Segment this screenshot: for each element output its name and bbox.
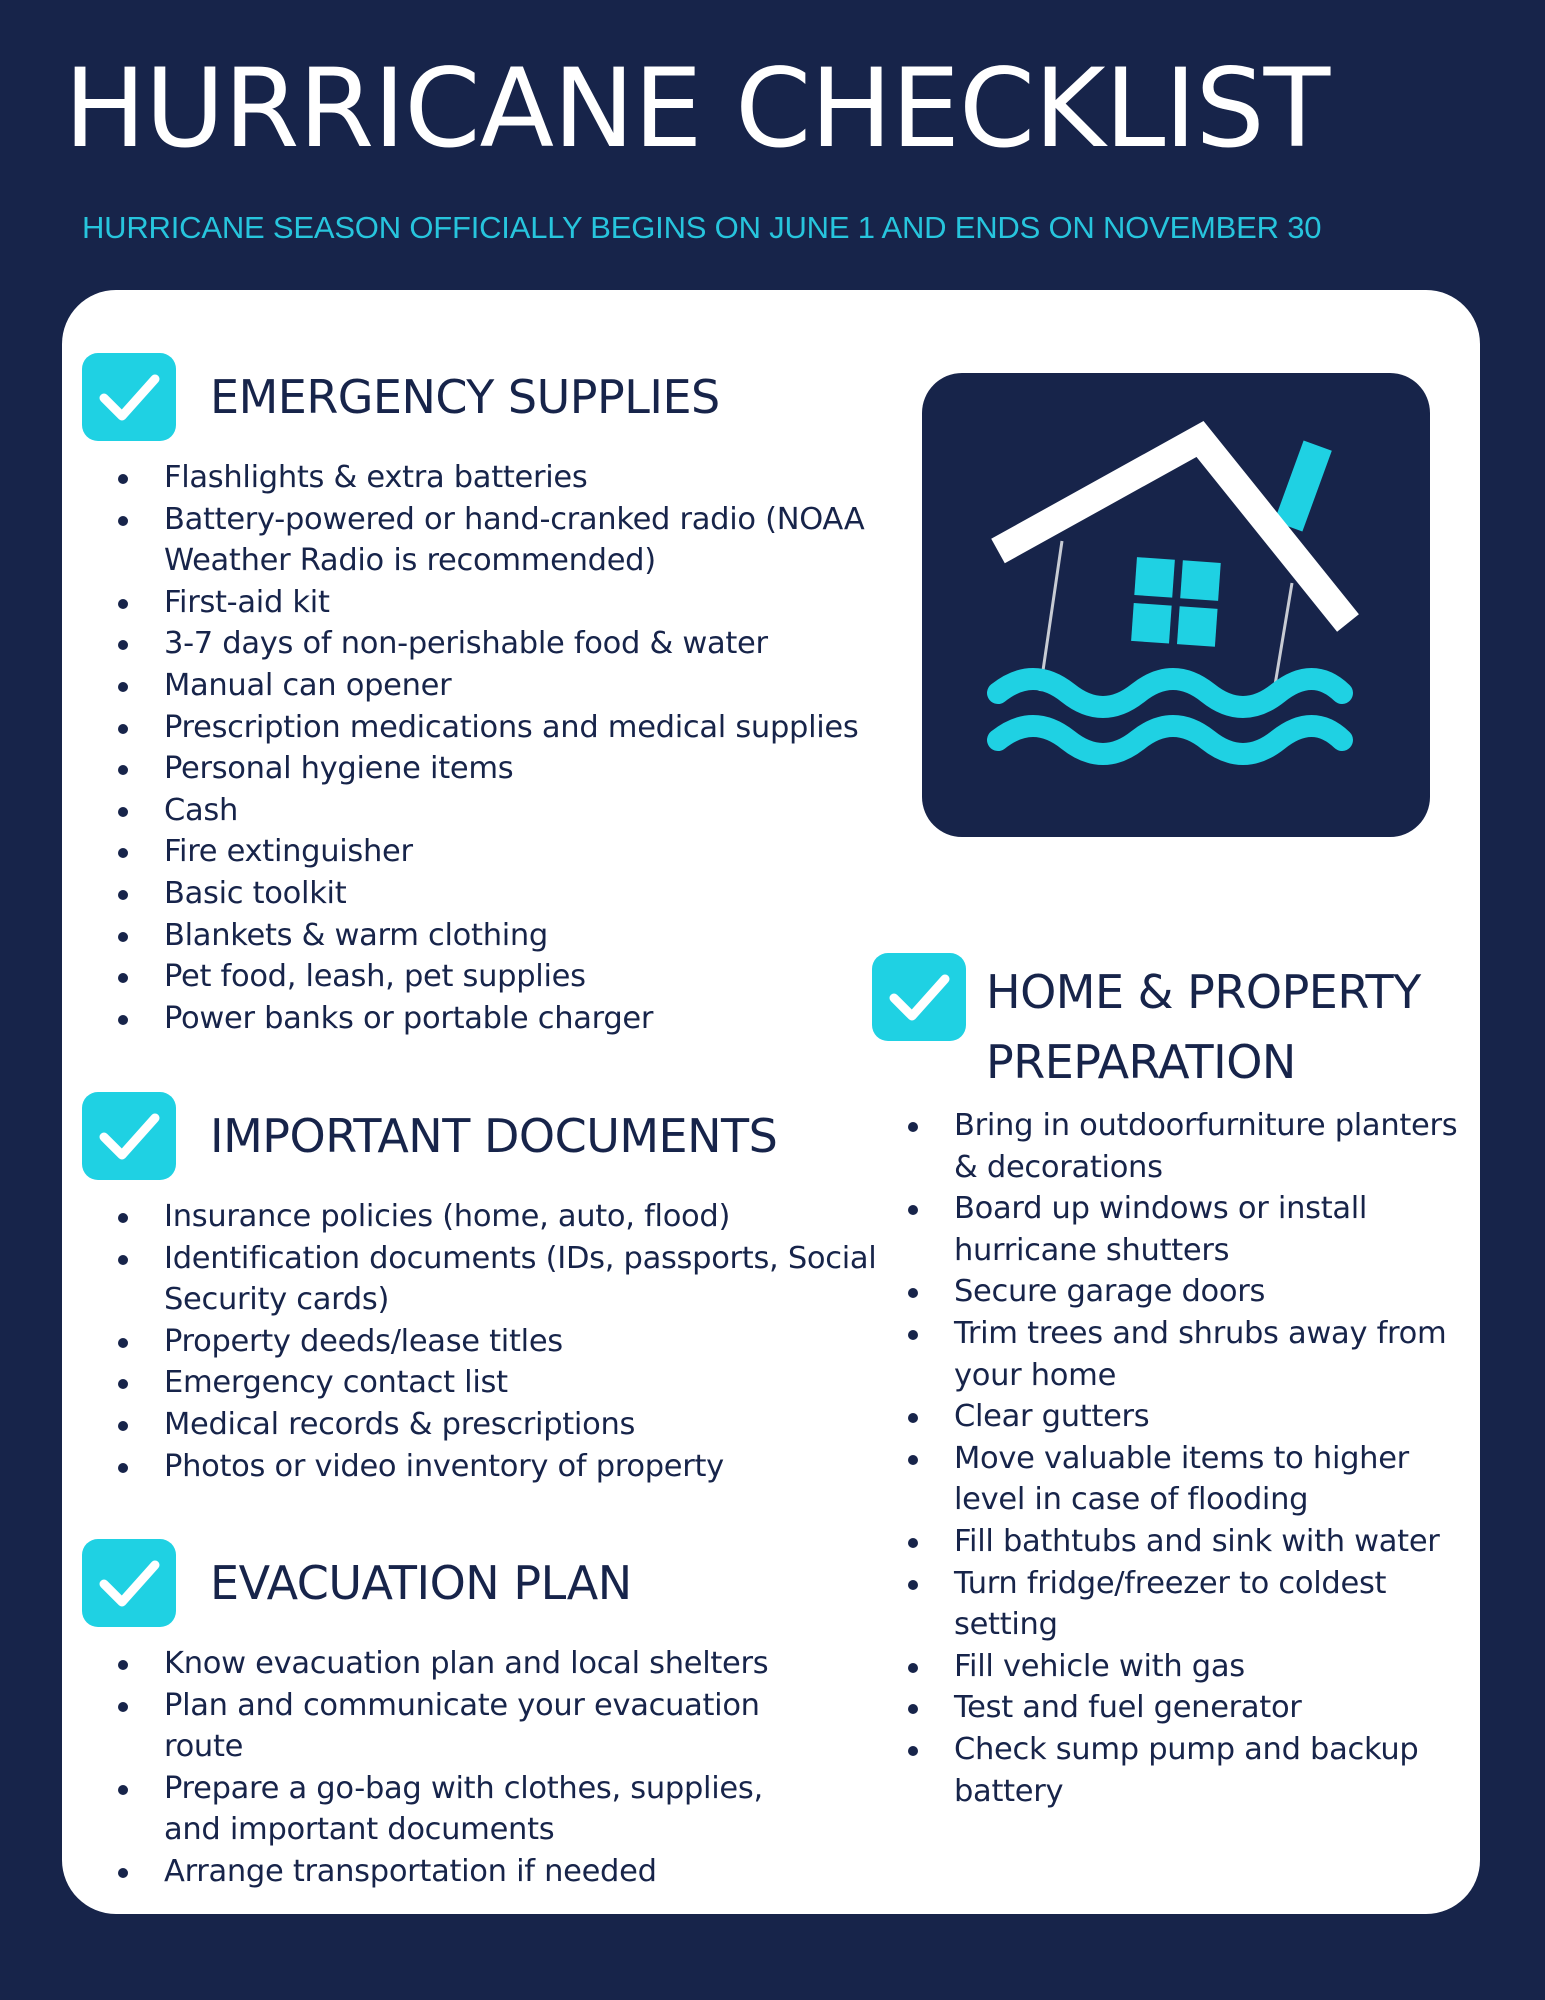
- flooded-house-icon: [922, 373, 1430, 837]
- list-item: Cash: [118, 790, 878, 832]
- section-important-documents: [82, 1092, 882, 1484]
- list-item: Battery-powered or hand-cranked radio (NOAA Weather Radio is recommended): [118, 499, 878, 582]
- list-item: Personal hygiene items: [118, 748, 878, 790]
- list-item: Prepare a go-bag with clothes, supplies, and important documents: [118, 1768, 818, 1851]
- page-title: HURRICANE CHECKLIST: [64, 45, 1330, 172]
- list-item: Arrange transportation if needed: [118, 1851, 818, 1893]
- section-header: [82, 1092, 882, 1182]
- list-item: Clear gutters: [908, 1396, 1468, 1438]
- documents-list: [118, 1196, 878, 1487]
- checkbox-icon: [82, 1539, 176, 1627]
- list-item: Check sump pump and backup battery: [908, 1729, 1468, 1812]
- list-item: Secure garage doors: [908, 1271, 1468, 1313]
- list-item: Test and fuel generator: [908, 1687, 1468, 1729]
- section-title: IMPORTANT DOCUMENTS: [210, 1109, 778, 1163]
- section-title: HOME & PROPERTY PREPARATION: [986, 965, 1421, 1089]
- list-item: Board up windows or install hurricane shutters: [908, 1188, 1468, 1271]
- section-title: EMERGENCY SUPPLIES: [210, 370, 720, 424]
- list-item: First-aid kit: [118, 582, 878, 624]
- list-item: Plan and communicate your evacuation route: [118, 1685, 818, 1768]
- supplies-list: [118, 457, 878, 1039]
- page-subtitle: HURRICANE SEASON OFFICIALLY BEGINS ON JUNE 1 AND ENDS ON NOVEMBER 30: [82, 210, 1322, 245]
- section-title: EVACUATION PLAN: [210, 1556, 632, 1610]
- section-emergency-supplies: [82, 353, 882, 1036]
- section-home-property-preparation: [872, 953, 1472, 1809]
- list-item: Emergency contact list: [118, 1362, 878, 1404]
- list-item: Blankets & warm clothing: [118, 915, 878, 957]
- home-preparation-list: [908, 1105, 1468, 1812]
- list-item: Identification documents (IDs, passports, Social Security cards): [118, 1238, 878, 1321]
- section-header: [82, 1539, 882, 1629]
- list-item: Move valuable items to higher level in case of flooding: [908, 1438, 1468, 1521]
- list-item: Prescription medications and medical supplies: [118, 707, 878, 749]
- list-item: Fire extinguisher: [118, 831, 878, 873]
- checkbox-icon: [82, 353, 176, 441]
- list-item: Photos or video inventory of property: [118, 1446, 878, 1488]
- list-item: Power banks or portable charger: [118, 998, 878, 1040]
- section-evacuation-plan: [82, 1539, 882, 1889]
- checkbox-icon: [872, 953, 966, 1041]
- list-item: Manual can opener: [118, 665, 878, 707]
- list-item: Bring in outdoorfurniture planters & decorations: [908, 1105, 1468, 1188]
- list-item: Trim trees and shrubs away from your home: [908, 1313, 1468, 1396]
- list-item: Insurance policies (home, auto, flood): [118, 1196, 878, 1238]
- list-item: Basic toolkit: [118, 873, 878, 915]
- section-header: [872, 953, 1472, 1089]
- list-item: Pet food, leash, pet supplies: [118, 956, 878, 998]
- list-item: Know evacuation plan and local shelters: [118, 1643, 818, 1685]
- list-item: Fill vehicle with gas: [908, 1646, 1468, 1688]
- list-item: Flashlights & extra batteries: [118, 457, 878, 499]
- evacuation-list: [118, 1643, 818, 1893]
- list-item: Turn fridge/freezer to coldest setting: [908, 1563, 1468, 1646]
- section-header: [82, 353, 882, 443]
- checkbox-icon: [82, 1092, 176, 1180]
- list-item: Medical records & prescriptions: [118, 1404, 878, 1446]
- list-item: 3-7 days of non-perishable food & water: [118, 623, 878, 665]
- list-item: Property deeds/lease titles: [118, 1321, 878, 1363]
- list-item: Fill bathtubs and sink with water: [908, 1521, 1468, 1563]
